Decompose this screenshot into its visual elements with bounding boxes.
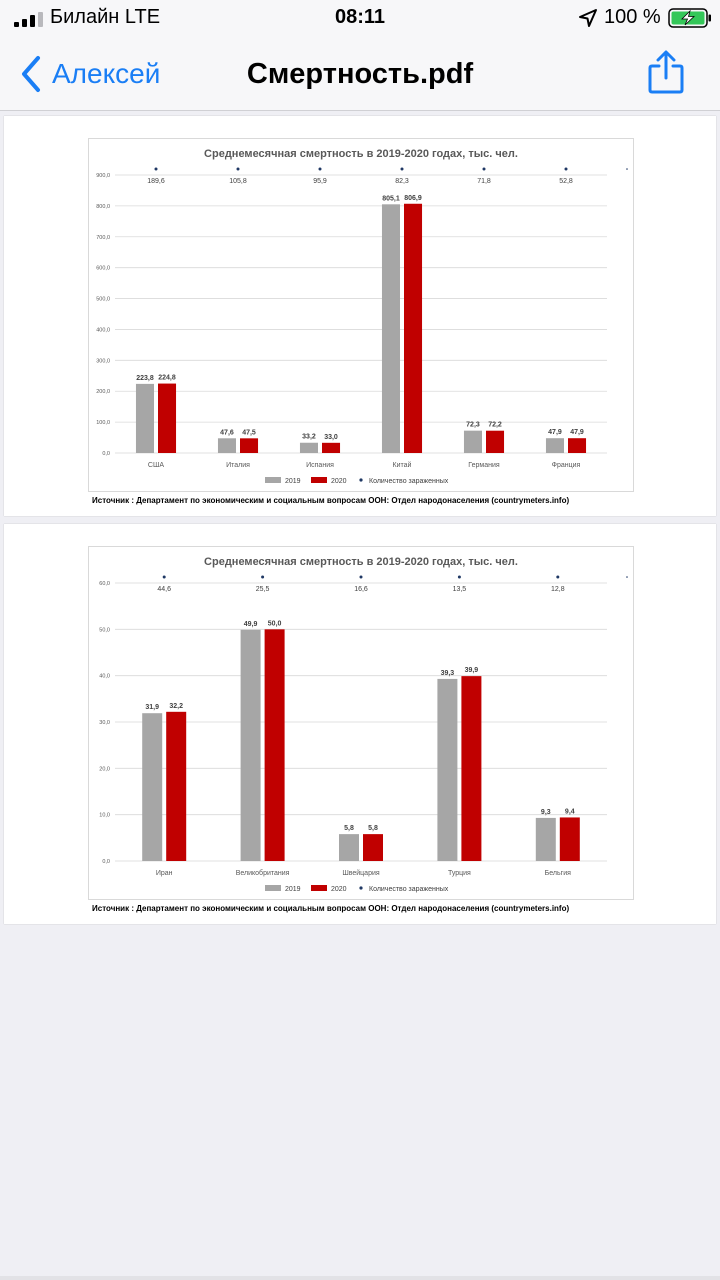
bar-2019-5: [464, 431, 482, 453]
infected-marker: [565, 168, 568, 171]
bar-2020-2: [265, 629, 285, 861]
legend-swatch-2019: [265, 885, 281, 891]
bar-2019-1: [142, 713, 162, 861]
status-bar: [0, 0, 720, 40]
infected-marker: [237, 168, 240, 171]
infected-value-label: 189,6: [147, 178, 165, 185]
infected-marker-edge: [626, 576, 628, 578]
bar-2019-2: [241, 630, 261, 861]
bar-value-label: 49,9: [243, 620, 258, 628]
bar-value-label: 47,5: [242, 429, 256, 437]
legend-marker-infected: [359, 886, 362, 889]
infected-marker: [401, 168, 404, 171]
bar-2019-6: [546, 438, 564, 453]
bar-2020-5: [486, 431, 504, 453]
source-note-2: Источник : Департамент по экономическим и социальным вопросам ООН: Отдел народонаселения (countrymeters.info): [92, 904, 570, 913]
bar-2020-5: [560, 817, 580, 861]
navigation-bar: [0, 40, 720, 111]
back-button-label: Алексей: [52, 58, 161, 89]
bar-2020-6: [568, 438, 586, 453]
y-tick-label: 0,0: [102, 451, 110, 457]
y-tick-label: 800,0: [96, 203, 110, 210]
bar-value-label: 32,2: [169, 702, 184, 710]
clock: 08:11: [334, 6, 386, 28]
bar-value-label: 72,2: [488, 421, 502, 429]
bar-2020-1: [158, 384, 176, 453]
y-tick-label: 40,0: [99, 673, 110, 680]
bar-value-label: 33,2: [302, 433, 316, 441]
legend-label: 2020: [331, 886, 347, 893]
pdf-page-2[interactable]: [4, 524, 716, 924]
bar-value-label: 47,9: [548, 429, 562, 437]
infected-value-label: 95,9: [313, 178, 327, 185]
back-button[interactable]: [18, 54, 160, 94]
infected-marker: [483, 168, 486, 171]
battery-charging-icon: [668, 8, 712, 28]
bar-chart-2: [89, 547, 633, 899]
chart-title: Среднемесячная смертность в 2019-2020 годах, тыс. чел.: [204, 556, 518, 568]
category-label: Великобритания: [235, 870, 290, 877]
legend-label: 2019: [285, 478, 301, 485]
infected-value-label: 71,8: [477, 178, 491, 185]
legend-marker-infected: [359, 478, 362, 481]
bar-value-label: 31,9: [145, 704, 160, 712]
battery-percent: 100 %: [604, 6, 661, 28]
y-tick-label: 400,0: [96, 327, 110, 334]
chart-frame-2: [88, 546, 634, 900]
share-icon[interactable]: [646, 50, 686, 96]
bar-value-label: 5,8: [368, 825, 378, 833]
y-tick-label: 60,0: [99, 581, 110, 587]
legend-label: Количество зараженных: [369, 886, 449, 893]
legend-label: 2020: [331, 478, 347, 485]
document-title: Смертность.pdf: [246, 58, 474, 90]
bar-2019-3: [339, 834, 359, 861]
bar-value-label: 39,3: [440, 669, 455, 677]
bar-2019-3: [300, 443, 318, 453]
infected-marker: [556, 576, 559, 579]
y-tick-label: 100,0: [96, 420, 110, 427]
infected-value-label: 25,5: [255, 586, 270, 593]
bar-2020-3: [363, 834, 383, 861]
bar-value-label: 224,8: [158, 374, 176, 382]
cellular-signal-icon: [14, 12, 44, 27]
bar-2019-5: [536, 818, 556, 861]
y-tick-label: 30,0: [99, 720, 110, 726]
y-tick-label: 500,0: [96, 296, 110, 303]
category-label: Иран: [155, 870, 173, 877]
bar-2019-2: [218, 438, 236, 453]
category-label: Германия: [468, 462, 500, 469]
y-tick-label: 700,0: [96, 234, 110, 241]
bar-value-label: 39,9: [464, 667, 479, 675]
bar-value-label: 47,6: [220, 429, 234, 437]
legend-swatch-2019: [265, 477, 281, 483]
source-note-1: Источник : Департамент по экономическим и социальным вопросам ООН: Отдел народонаселения (countrymeters.info): [92, 496, 570, 505]
category-label: США: [147, 462, 165, 469]
bar-2019-1: [136, 384, 154, 453]
infected-value-label: 16,6: [354, 586, 368, 593]
category-label: Италия: [226, 462, 250, 469]
chevron-left-icon: [18, 54, 44, 94]
y-tick-label: 10,0: [99, 812, 110, 819]
bar-value-label: 47,9: [570, 429, 584, 437]
bar-value-label: 9,4: [564, 808, 575, 816]
bar-value-label: 33,0: [324, 433, 338, 441]
y-tick-label: 200,0: [96, 389, 110, 396]
infected-marker-edge: [626, 168, 628, 170]
legend-label: Количество зараженных: [369, 478, 449, 485]
category-label: Бельгия: [544, 870, 571, 877]
bar-2020-3: [322, 443, 340, 453]
bar-2019-4: [382, 204, 400, 453]
y-tick-label: 20,0: [99, 766, 110, 773]
legend-label: 2019: [285, 886, 301, 893]
bar-value-label: 50,0: [267, 620, 282, 628]
y-tick-label: 0,0: [102, 859, 110, 865]
infected-marker: [319, 168, 322, 171]
bar-value-label: 5,8: [344, 825, 354, 833]
category-label: Франция: [551, 462, 581, 469]
home-indicator: [0, 1276, 720, 1280]
carrier-label: Билайн LTE: [50, 6, 161, 28]
bar-2020-4: [404, 204, 422, 453]
infected-value-label: 82,3: [395, 178, 409, 185]
chart-title: Среднемесячная смертность в 2019-2020 годах, тыс. чел.: [204, 148, 518, 160]
bar-2020-2: [240, 438, 258, 453]
infected-marker: [458, 576, 461, 579]
bar-value-label: 9,3: [540, 808, 551, 816]
category-label: Испания: [306, 462, 334, 469]
bar-value-label: 806,9: [404, 194, 422, 202]
bar-2019-4: [437, 679, 457, 861]
infected-value-label: 12,8: [550, 586, 565, 593]
bar-2020-1: [166, 712, 186, 861]
infected-value-label: 105,8: [229, 178, 247, 185]
infected-value-label: 13,5: [452, 586, 467, 593]
y-tick-label: 600,0: [96, 265, 110, 272]
infected-value-label: 52,8: [559, 178, 573, 185]
location-arrow-icon: [578, 8, 598, 28]
infected-marker: [155, 168, 158, 171]
category-label: Турция: [447, 870, 471, 877]
infected-marker: [163, 576, 166, 579]
category-label: Китай: [392, 462, 412, 469]
legend-swatch-2020: [311, 885, 327, 891]
pdf-page-1[interactable]: [4, 116, 716, 516]
infected-marker: [360, 576, 363, 579]
chart-frame-1: [88, 138, 634, 492]
category-label: Швейцария: [342, 870, 380, 877]
infected-marker: [261, 576, 264, 579]
y-tick-label: 50,0: [99, 627, 110, 634]
y-tick-label: 900,0: [96, 173, 110, 179]
bar-2020-4: [461, 676, 481, 861]
bar-value-label: 223,8: [136, 374, 154, 382]
bar-chart-1: [89, 139, 633, 491]
legend-swatch-2020: [311, 477, 327, 483]
bar-value-label: 72,3: [466, 421, 480, 429]
y-tick-label: 300,0: [96, 358, 110, 365]
infected-value-label: 44,6: [157, 586, 172, 593]
bar-value-label: 805,1: [382, 195, 400, 203]
